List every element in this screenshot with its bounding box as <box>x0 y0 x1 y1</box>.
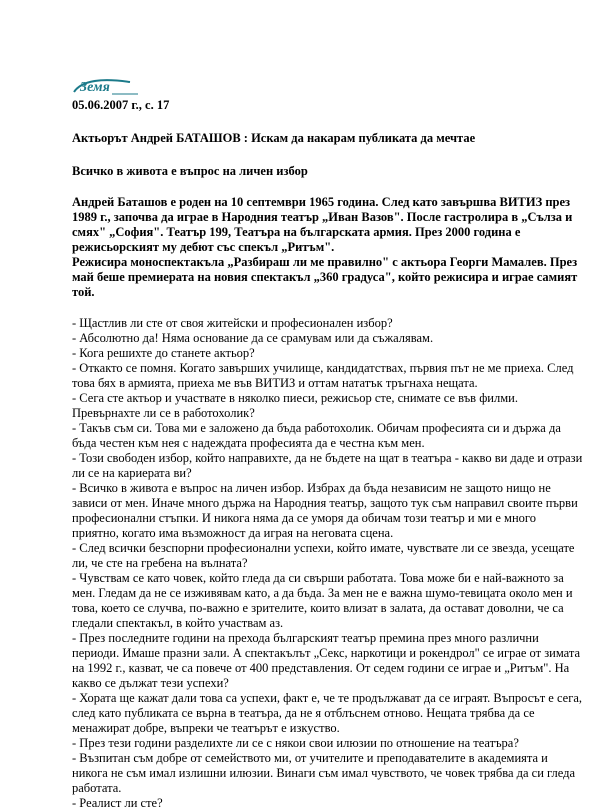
article-subtitle: Всичко в живота е въпрос на личен избор <box>72 164 308 178</box>
interview-line: - Чувствам се като човек, който гледа да си свърши работата. Това може би е най-важното за мен. Гледам да не се изживявам като, а да бъда. За мен не е важна шумо-тевицата около мен и това, което се случва, по-важно е зрителите, които влизат в залата, да остават доволни, че са гледали спектакъл, в който участвам аз. <box>72 571 573 630</box>
interview-line: - Всичко в живота е въпрос на личен избор. Избрах да бъда независим не защото нищо не зависи от мен. Иначе много държа на Народния театър, защото тук съм направил своите първи професионални стъпки. И никога няма да се уморя да обичам този театър и ми е много приятно, когато има възможност да играя на неговата сцена. <box>72 481 578 540</box>
interview-line: - През последните години на прехода българският театър премина през много различни периоди. Имаше празни зали. А спектакълът „Секс, наркотици и рокендрол" се играе от зимата на 1992 г., казват, че са повече от 400 представления. От седем години се играе и „Ритъм". На какво се дължат тези успехи? <box>72 631 581 690</box>
interview-line: - Този свободен избор, който направихте, да не бъдете на щат в театъра - какво ви даде и отрази ли се на кариерата ви? <box>72 451 583 480</box>
interview-line: - Кога решихте до станете актьор? <box>72 346 255 360</box>
interview-line: - Възпитан съм добре от семейството ми, от учителите и преподавателите в академията и никога не съм имал излишни илюзии. Винаги съм имал чувството, че човек трябва да си гледа работата. <box>72 751 576 795</box>
interview-line: - През тези години разделихте ли се с някои свои илюзии по отношение на театъра? <box>72 736 519 750</box>
interview-line: - Щастлив ли сте от своя житейски и професионален избор? <box>72 316 393 330</box>
interview-line: - Абсолютно да! Няма основание да се срамувам или да съжалявам. <box>72 331 434 345</box>
article-title: Актьорът Андрей БАТАШОВ : Искам да накарам публиката да мечтае <box>72 131 476 145</box>
date-page: 05.06.2007 г., с. 17 <box>72 98 170 112</box>
logo-text: Земя <box>80 80 110 95</box>
intro-paragraph: Режисира моноспектакъла „Разбираш ли ме правилно" с актьора Георги Мамалев. През май беше премиерата на новия спектакъл „360 градуса", който режисира и играе самият той. <box>72 255 578 299</box>
zemya-logo-icon <box>72 76 144 98</box>
interview-line: - След всички безспорни професионални успехи, който имате, чувствате ли се звезда, усещате ли, че сте на гребена на вълната? <box>72 541 575 570</box>
interview-line: - Такъв съм си. Това ми е заложено да бъда работохолик. Обичам професията си и държа да бъда честен към нея с надеждата професията да е честна към мен. <box>72 421 561 450</box>
article-page <box>72 76 584 811</box>
interview-line: - Реалист ли сте? <box>72 796 163 810</box>
zemya-newspaper-logo <box>72 76 144 98</box>
article-intro <box>72 195 584 300</box>
interview-line: - Откакто се помня. Когато завърших училище, кандидатствах, първия път не ме приеха. След това бях в армията, приеха ме във ВИТИЗ и оттам нататък тръгнаха нещата. <box>72 361 574 390</box>
interview-line: - Хората ще кажат дали това са успехи, факт е, че те продължават да се играят. Въпросът е сега, след като публиката се върна в театъра, да не я отблъснем отново. Нещата трябва да се менажират добре, въпреки че театърът е изкуство. <box>72 691 583 735</box>
interview-line: - Сега сте актьор и участвате в няколко пиеси, режисьор сте, снимате се във филми. Превърнахте ли се в работохолик? <box>72 391 518 420</box>
interview-body <box>72 316 584 811</box>
intro-paragraph: Андрей Баташов е роден на 10 септември 1965 година. След като завършва ВИТИЗ през 1989 г., започва да играе в Народния театър „Иван Вазов". После гастролира в „Сълза и смях" „София". Театър 199, Театъра на българската армия. През 2000 година е режисьорският му дебют със спекъл „Ритъм". <box>72 195 573 254</box>
